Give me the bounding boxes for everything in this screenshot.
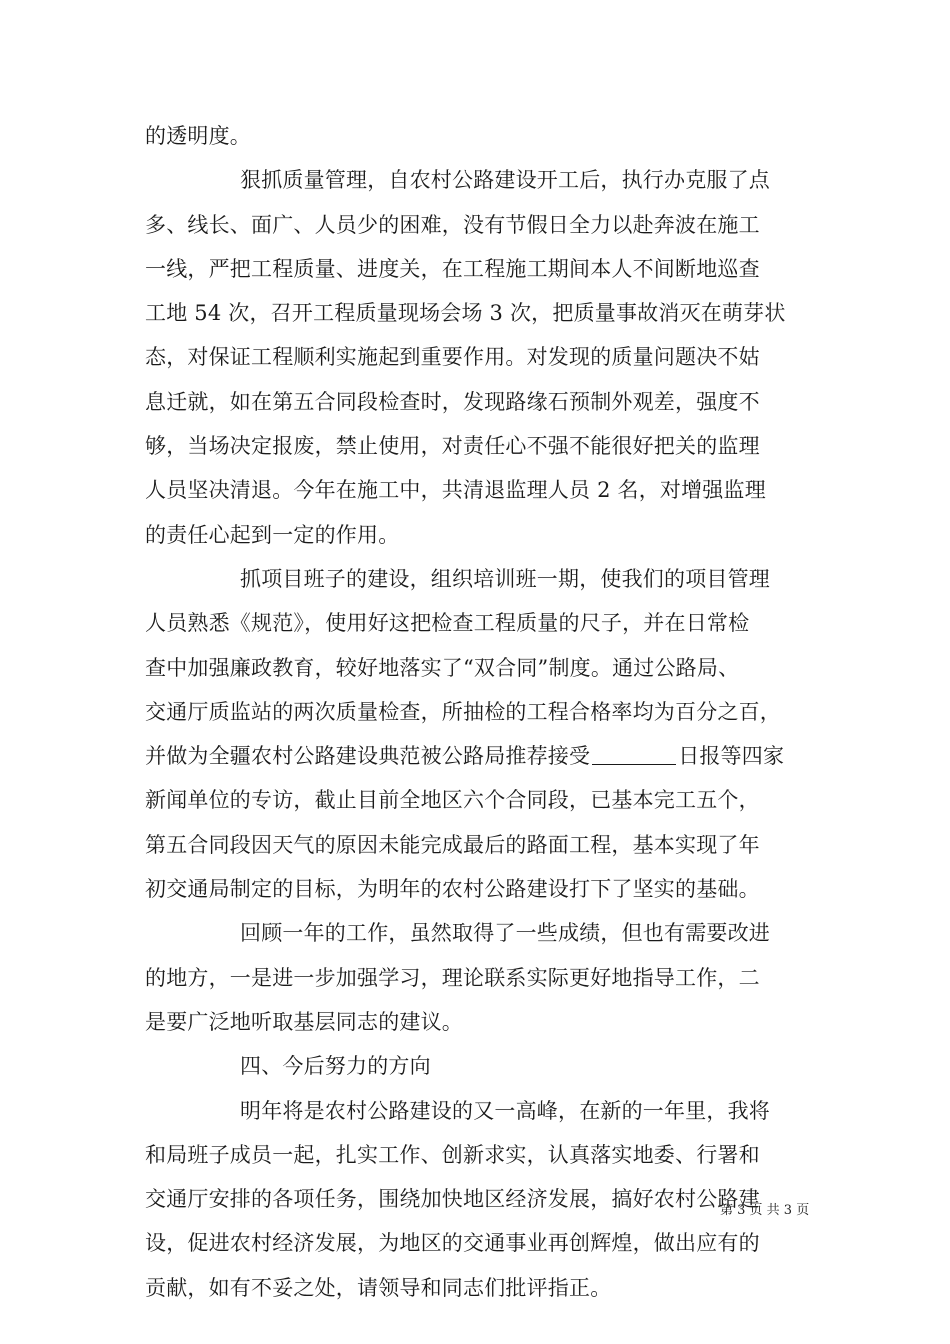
- text-line: 是要广泛地听取基层同志的建议。: [145, 1009, 463, 1034]
- text-line: 人员坚决清退。今年在施工中，共清退监理人员 2 名，对增强监理: [145, 478, 766, 503]
- text-line: 抓项目班子的建设，组织培训班一期，使我们的项目管理: [240, 566, 770, 591]
- text-line: 初交通局制定的目标，为明年的农村公路建设打下了坚实的基础。: [145, 877, 760, 902]
- document-body: [145, 114, 815, 1310]
- text-line: 狠抓质量管理，自农村公路建设开工后，执行办克服了点: [240, 168, 770, 193]
- text-line: 交通厅质监站的两次质量检查，所抽检的工程合格率均为百分之百，: [145, 699, 781, 724]
- text-line: 回顾一年的工作，虽然取得了一些成绩，但也有需要改进: [240, 921, 770, 946]
- fill-in-blank: [592, 744, 676, 765]
- section-heading: 四、今后努力的方向: [240, 1054, 431, 1079]
- text-line-with-blank: [145, 734, 815, 778]
- text-line: 第五合同段因天气的原因未能完成最后的路面工程，基本实现了年: [145, 832, 760, 857]
- text-line: 够，当场决定报废，禁止使用，对责任心不强不能很好把关的监理: [145, 434, 760, 459]
- text-line: 人员熟悉《规范》，使用好这把检查工程质量的尺子，并在日常检: [145, 611, 750, 636]
- text-line: 查中加强廉政教育，较好地落实了“双合同”制度。通过公路局、: [145, 655, 740, 680]
- text-line: 和局班子成员一起，扎实工作、创新求实，认真落实地委、行署和: [145, 1142, 760, 1167]
- text-before-blank: 并做为全疆农村公路建设典范被公路局推荐接受: [145, 744, 591, 769]
- text-after-blank: 日报等四家: [678, 744, 785, 769]
- text-line: 的地方，一是进一步加强学习，理论联系实际更好地指导工作，二: [145, 965, 760, 990]
- text-line: 设，促进农村经济发展，为地区的交通事业再创辉煌，做出应有的: [145, 1231, 760, 1256]
- text-line: 贡献，如有不妥之处，请领导和同志们批评指正。: [145, 1275, 612, 1300]
- text-line: 息迁就，如在第五合同段检查时，发现路缘石预制外观差，强度不: [145, 389, 760, 414]
- text-line: 新闻单位的专访，截止目前全地区六个合同段，已基本完工五个，: [145, 788, 760, 813]
- text-line: 一线，严把工程质量、进度关，在工程施工期间本人不间断地巡查: [145, 256, 760, 281]
- text-line: 工地 54 次，召开工程质量现场会场 3 次，把质量事故消灭在萌芽状: [145, 301, 786, 326]
- text-line: 多、线长、面广、人员少的困难，没有节假日全力以赴奔波在施工: [145, 212, 760, 237]
- text-line: 的透明度。: [145, 124, 251, 148]
- text-line: 明年将是农村公路建设的又一高峰，在新的一年里，我将: [240, 1098, 770, 1123]
- page-number: 第 3 页 共 3 页: [720, 1203, 810, 1218]
- text-line: 的责任心起到一定的作用。: [145, 522, 400, 547]
- text-line: 交通厅安排的各项任务，围绕加快地区经济发展，搞好农村公路建: [145, 1187, 760, 1212]
- text-line: 态，对保证工程顺利实施起到重要作用。对发现的质量问题决不姑: [145, 345, 760, 370]
